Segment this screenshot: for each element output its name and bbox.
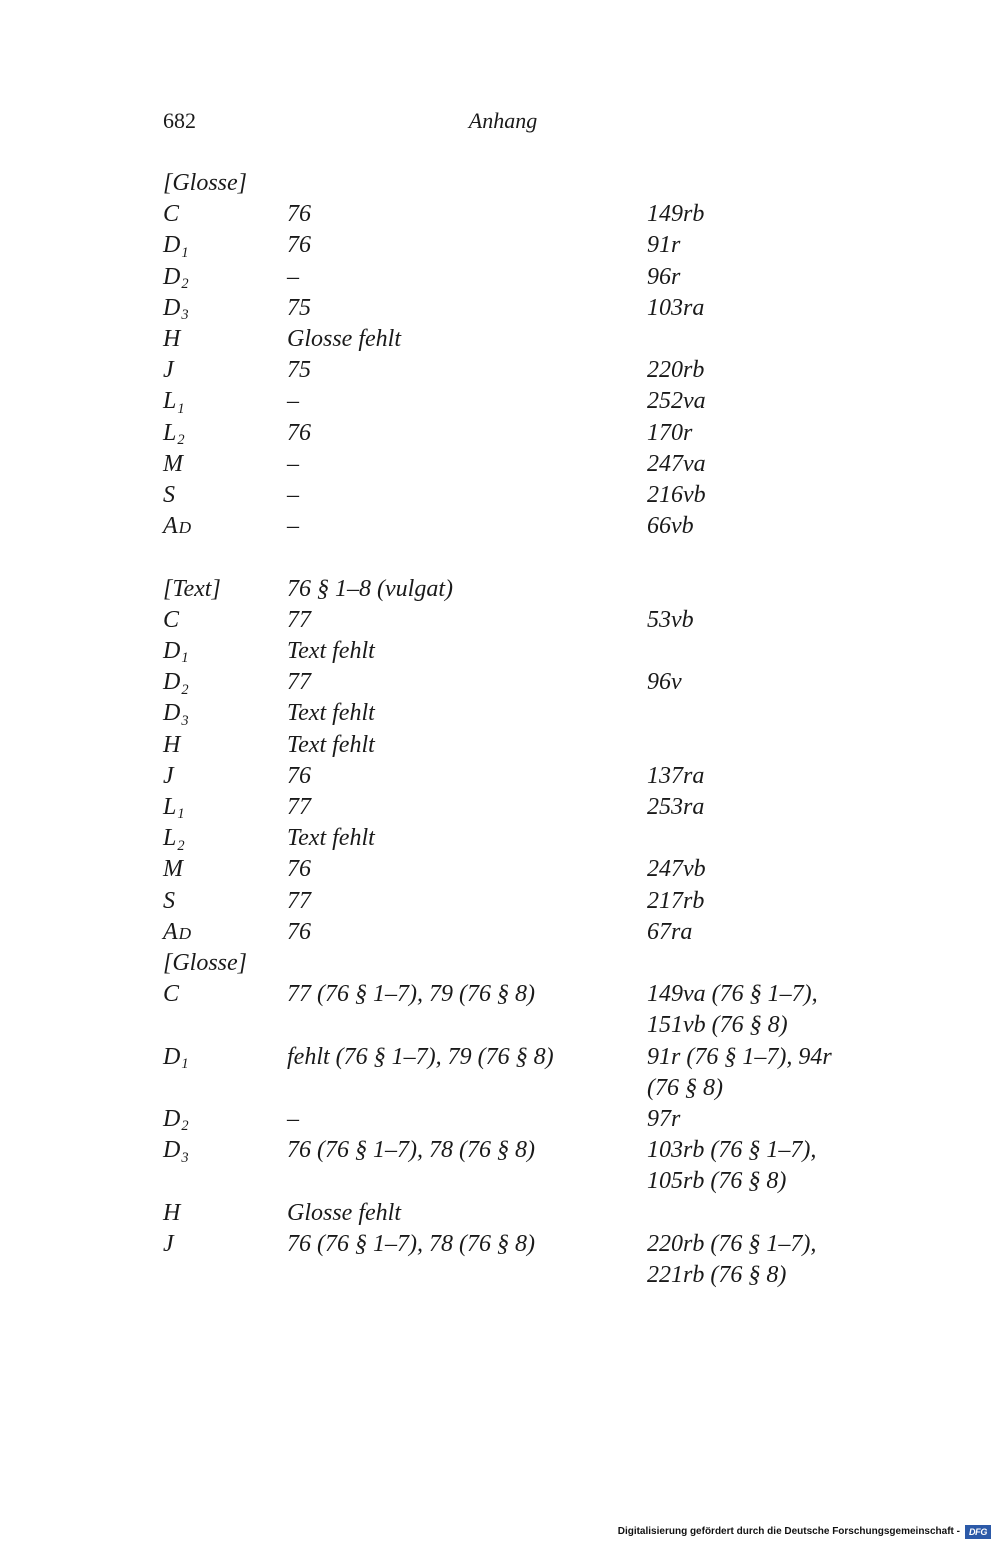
chapter-reference: 75	[287, 294, 311, 321]
folio-reference	[647, 917, 847, 948]
siglum-subscript: 2	[181, 1118, 189, 1135]
siglum-subscript: 3	[181, 307, 189, 324]
table-row	[163, 1198, 853, 1229]
siglum-subscript: 2	[181, 681, 189, 698]
folio-reference	[647, 979, 847, 1041]
siglum	[163, 730, 287, 761]
siglum-letter: L	[163, 825, 177, 852]
table-row	[163, 262, 853, 293]
empty-cell	[647, 574, 847, 605]
table-block	[163, 168, 853, 542]
folio-reference	[647, 761, 847, 792]
empty-cell	[647, 168, 847, 199]
siglum	[163, 480, 287, 511]
siglum-letter: L	[163, 419, 177, 446]
siglum-letter: H	[163, 326, 181, 353]
folio-line: 216vb	[647, 482, 706, 509]
table-row	[163, 823, 853, 854]
chapter-reference: 76	[287, 762, 311, 789]
folio-line: 149rb	[647, 201, 705, 228]
siglum-subscript: 1	[177, 400, 185, 417]
folio-line: 151vb (76 § 8)	[647, 1012, 788, 1039]
siglum-letter: D	[163, 700, 181, 727]
siglum-subscript: 1	[181, 244, 189, 261]
chapter-reference: –	[287, 482, 299, 509]
folio-line: 221rb (76 § 8)	[647, 1262, 787, 1289]
siglum-letter: C	[163, 201, 180, 228]
siglum	[163, 355, 287, 386]
funding-note: Digitalisierung gefördert durch die Deutsche Forschungsgemeinschaft -	[617, 1526, 960, 1537]
siglum-letter: D	[163, 263, 181, 290]
siglum-letter: D	[163, 669, 181, 696]
siglum-letter: H	[163, 1199, 181, 1226]
siglum	[163, 293, 287, 324]
chapter-reference: Text fehlt	[287, 638, 375, 665]
table-row	[163, 1229, 853, 1291]
siglum-letter: C	[163, 981, 180, 1008]
table-row	[163, 199, 853, 230]
section-heading: [Glosse]	[163, 950, 248, 977]
chapter-reference: –	[287, 388, 299, 415]
folio-reference	[647, 418, 847, 449]
folio-reference	[647, 792, 847, 823]
folio-line: 105rb (76 § 8)	[647, 1168, 787, 1195]
chapter-reference: 77	[287, 669, 311, 696]
siglum	[163, 199, 287, 230]
folio-line: 53vb	[647, 606, 694, 633]
folio-line: 67ra	[647, 918, 693, 945]
table-row	[163, 293, 853, 324]
siglum-letter: A	[163, 513, 178, 540]
folio-line: (76 § 8)	[647, 1074, 723, 1101]
siglum-letter: C	[163, 606, 180, 633]
siglum-letter: S	[163, 482, 175, 509]
siglum	[163, 886, 287, 917]
folio-line: 247va	[647, 450, 706, 477]
running-title: Anhang	[468, 108, 538, 133]
siglum	[163, 1135, 287, 1197]
siglum-letter: J	[163, 762, 174, 789]
chapter-reference: fehlt (76 § 1–7), 79 (76 § 8)	[287, 1043, 554, 1070]
chapter-reference: Text fehlt	[287, 700, 375, 727]
table-row	[163, 792, 853, 823]
page-number: 682	[163, 108, 196, 133]
chapter-reference: 77	[287, 887, 311, 914]
table-row	[163, 418, 853, 449]
chapter-reference: Glosse fehlt	[287, 1199, 401, 1226]
folio-reference	[647, 293, 847, 324]
table-row	[163, 449, 853, 480]
siglum	[163, 386, 287, 417]
table-row	[163, 761, 853, 792]
section-heading-reference	[287, 948, 647, 979]
siglum	[163, 854, 287, 885]
siglum-letter: D	[163, 1106, 181, 1133]
folio-line: 252va	[647, 388, 706, 415]
digitization-footer	[618, 1525, 991, 1539]
chapter-reference: 76	[287, 419, 311, 446]
siglum	[163, 979, 287, 1041]
siglum-letter: D	[163, 294, 181, 321]
folio-reference	[647, 823, 847, 854]
siglum	[163, 1042, 287, 1104]
folio-reference	[647, 199, 847, 230]
siglum	[163, 449, 287, 480]
siglum-subscript: 2	[177, 837, 185, 854]
folio-line: 220rb	[647, 357, 705, 384]
siglum-subscript: 3	[181, 712, 189, 729]
table-row	[163, 854, 853, 885]
folio-reference	[647, 324, 847, 355]
table-row	[163, 917, 853, 948]
table-row	[163, 605, 853, 636]
table-row	[163, 886, 853, 917]
siglum	[163, 636, 287, 667]
folio-reference	[647, 605, 847, 636]
folio-line: 96r	[647, 263, 681, 290]
folio-reference	[647, 230, 847, 261]
siglum	[163, 667, 287, 698]
siglum-letter: D	[163, 1137, 181, 1164]
chapter-reference: –	[287, 513, 299, 540]
table-row	[163, 1042, 853, 1104]
siglum	[163, 1198, 287, 1229]
siglum	[163, 418, 287, 449]
chapter-reference: 76	[287, 201, 311, 228]
siglum-letter: J	[163, 1230, 174, 1257]
siglum-subscript: 1	[177, 806, 185, 823]
section-heading: [Glosse]	[163, 170, 248, 196]
siglum-letter: H	[163, 731, 181, 758]
folio-line: 247vb	[647, 856, 706, 883]
siglum-letter: M	[163, 856, 183, 883]
dfg-logo: DFG	[965, 1525, 991, 1539]
table-row	[163, 698, 853, 729]
folio-reference	[647, 1135, 847, 1197]
chapter-reference: 77	[287, 606, 311, 633]
folio-line: 66vb	[647, 513, 694, 540]
table-row	[163, 230, 853, 261]
siglum	[163, 230, 287, 261]
folio-reference	[647, 1229, 847, 1291]
folio-reference	[647, 1198, 847, 1229]
table-row	[163, 355, 853, 386]
table-row	[163, 324, 853, 355]
siglum	[163, 324, 287, 355]
empty-cell	[647, 948, 847, 979]
siglum	[163, 262, 287, 293]
table-row	[163, 511, 853, 542]
folio-reference	[647, 730, 847, 761]
siglum	[163, 1104, 287, 1135]
siglum-small-cap: D	[178, 923, 192, 943]
chapter-reference: –	[287, 263, 299, 290]
table-row	[163, 667, 853, 698]
folio-line: 96v	[647, 669, 682, 696]
folio-line: 137ra	[647, 762, 705, 789]
folio-line: 103rb (76 § 1–7),	[647, 1137, 817, 1164]
siglum	[163, 761, 287, 792]
table-block	[163, 574, 853, 1292]
siglum	[163, 917, 287, 948]
chapter-reference: Glosse fehlt	[287, 326, 401, 353]
siglum	[163, 792, 287, 823]
folio-reference	[647, 667, 847, 698]
chapter-reference: 76	[287, 918, 311, 945]
folio-reference	[647, 262, 847, 293]
folio-reference	[647, 1104, 847, 1135]
folio-reference	[647, 886, 847, 917]
chapter-reference: 75	[287, 357, 311, 384]
folio-reference	[647, 698, 847, 729]
table-row	[163, 1135, 853, 1197]
chapter-reference: 76	[287, 856, 311, 883]
siglum-subscript: 1	[181, 650, 189, 667]
table-row	[163, 480, 853, 511]
folio-line: 103ra	[647, 294, 705, 321]
table-row	[163, 1104, 853, 1135]
table-row	[163, 730, 853, 761]
siglum-subscript: 2	[181, 275, 189, 292]
siglum-subscript: 3	[181, 1149, 189, 1166]
section-heading: [Text]	[163, 575, 221, 602]
folio-line: 91r (76 § 1–7), 94r	[647, 1043, 832, 1070]
siglum	[163, 511, 287, 542]
siglum-small-cap: D	[178, 518, 192, 538]
siglum-letter: L	[163, 388, 177, 415]
folio-reference	[647, 854, 847, 885]
table-row	[163, 386, 853, 417]
folio-line: 97r	[647, 1106, 681, 1133]
siglum	[163, 698, 287, 729]
folio-reference	[647, 480, 847, 511]
folio-reference	[647, 511, 847, 542]
siglum-letter: D	[163, 232, 181, 259]
siglum	[163, 823, 287, 854]
folio-line: 170r	[647, 419, 693, 446]
chapter-reference: 76 (76 § 1–7), 78 (76 § 8)	[287, 1137, 535, 1164]
folio-reference	[647, 449, 847, 480]
chapter-reference: 76 (76 § 1–7), 78 (76 § 8)	[287, 1230, 535, 1257]
siglum	[163, 605, 287, 636]
siglum-letter: L	[163, 794, 177, 821]
chapter-reference: –	[287, 1106, 299, 1133]
chapter-reference: 76	[287, 232, 311, 259]
siglum	[163, 1229, 287, 1291]
siglum-letter: J	[163, 357, 174, 384]
folio-reference	[647, 636, 847, 667]
folio-line: 217rb	[647, 887, 705, 914]
section-heading-row	[163, 948, 853, 979]
siglum-subscript: 2	[177, 431, 185, 448]
siglum-letter: S	[163, 887, 175, 914]
folio-reference	[647, 386, 847, 417]
chapter-reference: Text fehlt	[287, 825, 375, 852]
folio-line: 91r	[647, 232, 681, 259]
table-row	[163, 636, 853, 667]
chapter-reference: 77	[287, 794, 311, 821]
chapter-reference: –	[287, 450, 299, 477]
folio-reference	[647, 355, 847, 386]
siglum-letter: D	[163, 1043, 181, 1070]
section-heading-row	[163, 168, 853, 199]
folio-reference	[647, 1042, 847, 1104]
chapter-reference: 77 (76 § 1–7), 79 (76 § 8)	[287, 981, 535, 1008]
section-heading-reference: 76 § 1–8 (vulgat)	[287, 575, 453, 602]
folio-line: 220rb (76 § 1–7),	[647, 1230, 817, 1257]
siglum-letter: D	[163, 638, 181, 665]
folio-line: 253ra	[647, 794, 705, 821]
section-heading-row	[163, 574, 853, 605]
section-heading-reference	[287, 168, 647, 199]
siglum-letter: M	[163, 450, 183, 477]
siglum-subscript: 1	[181, 1055, 189, 1072]
folio-line: 149va (76 § 1–7),	[647, 981, 818, 1008]
manuscript-concordance-table	[163, 168, 853, 1291]
siglum-letter: A	[163, 918, 178, 945]
table-row	[163, 979, 853, 1041]
chapter-reference: Text fehlt	[287, 731, 375, 758]
